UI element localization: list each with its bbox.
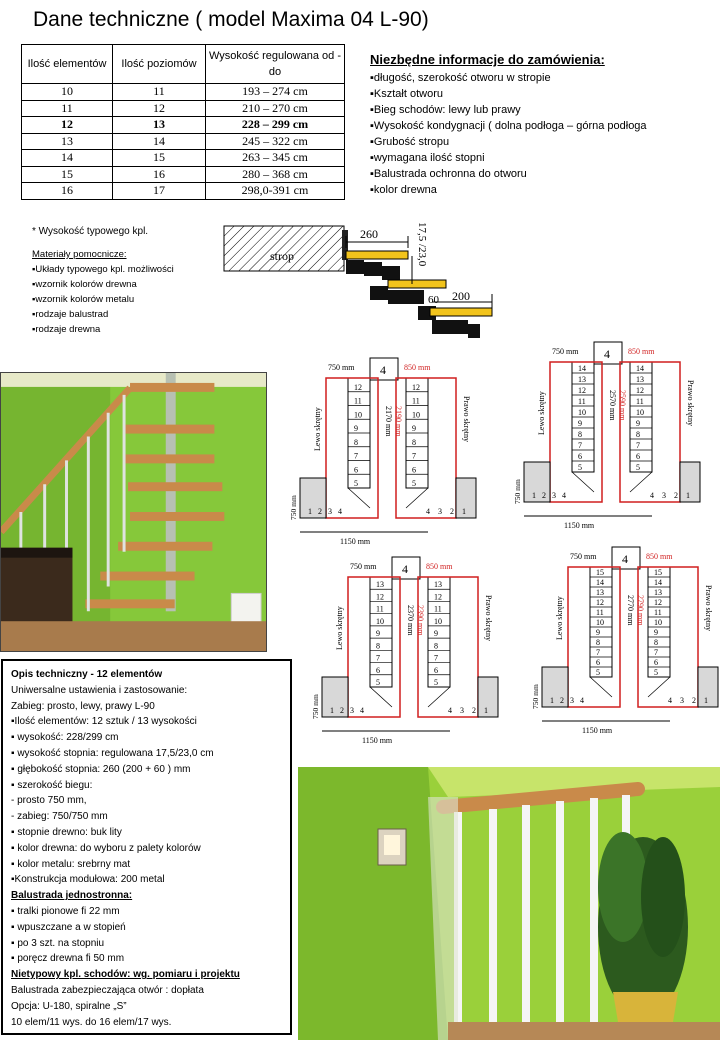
plan-height-right: 2190 mm: [394, 406, 403, 437]
description-line: ▪Ilość elementów: 12 sztuk / 13 wysokości: [11, 716, 197, 728]
plan-bottom-number: 3: [680, 696, 684, 705]
plan-step-number: 11: [434, 604, 442, 614]
plan-floor-left: [524, 462, 550, 502]
plan-bottom-number: 1: [308, 507, 312, 516]
table-cell: 16: [22, 183, 113, 200]
description-line: ▪ wysokość stopnia: regulowana 17,5/23,0 cm: [11, 747, 214, 759]
table-cell: 10: [22, 84, 113, 101]
description-line: ▪ głębokość stopnia: 260 (200 + 60 ) mm: [11, 763, 191, 775]
plan-step-number: 12: [354, 382, 362, 392]
stringer-block: [432, 320, 450, 334]
plan-height-left: 2170 mm: [384, 406, 393, 437]
description-line: ▪ wysokość: 228/299 cm: [11, 732, 119, 744]
plan-bottom-number: 4: [426, 507, 430, 516]
tread-1: [346, 251, 408, 259]
plan-step-number: 9: [596, 628, 600, 637]
table-cell: 12: [113, 100, 206, 117]
table-row: [22, 100, 345, 117]
plan-left-label: Lewo skrętny: [335, 606, 344, 650]
plan-right-label: Prawo skrętny: [484, 595, 493, 641]
plan-step-number: 5: [654, 668, 658, 677]
dim-step-depth: 260: [360, 227, 378, 241]
plan-step-number: 9: [578, 419, 582, 428]
plan-step-number: 5: [596, 668, 600, 677]
plan-step-number: 12: [412, 382, 420, 392]
plan-winder-line: [630, 472, 652, 492]
plan-left-width: 750 mm: [328, 363, 355, 372]
stringer-block: [388, 290, 406, 304]
plan-side-dim: 750 mm: [311, 694, 320, 719]
plan-bottom-number: 4: [360, 706, 364, 715]
plan-total-width: 1150 mm: [582, 726, 613, 735]
plan-bottom-number: 3: [570, 696, 574, 705]
stair-plan: [512, 340, 702, 535]
plan-left-label: Lewo skrętny: [313, 407, 322, 451]
materials: [32, 247, 174, 337]
table-row: [22, 133, 345, 150]
plan-floor-left: [322, 677, 348, 717]
plan-step-number: 10: [596, 618, 604, 627]
plan-step-number: 13: [434, 580, 442, 590]
plan-step-number: 7: [654, 648, 658, 657]
plan-floor-left: [542, 667, 568, 707]
plan-step-number: 10: [578, 408, 586, 417]
materials-title: Materiały pomocnicze:: [32, 249, 127, 260]
plan-bottom-number: 4: [338, 507, 342, 516]
plan-winder-line: [590, 677, 612, 697]
plan-step-number: 8: [654, 638, 658, 647]
plan-bottom-number: 2: [542, 491, 546, 500]
tread-3: [430, 308, 492, 316]
plan-mid-label: 4: [622, 552, 628, 566]
list-item: ▪ Kształt otworu: [370, 86, 647, 102]
plan-step-number: 12: [376, 592, 384, 602]
step-diagram: [222, 218, 507, 348]
plan-bottom-number: 1: [532, 491, 536, 500]
plan-step-number: 9: [354, 424, 358, 433]
plan-bottom-number: 4: [448, 706, 452, 715]
plan-step-number: 6: [654, 658, 658, 667]
plan-step-number: 6: [412, 465, 416, 475]
list-item: ▪ rodzaje balustrad: [32, 307, 174, 322]
plan-step-number: 10: [376, 616, 384, 626]
plan-right-width: 850 mm: [628, 347, 655, 356]
plan-total-width: 1150 mm: [564, 521, 595, 530]
plan-bottom-number: 4: [668, 696, 672, 705]
plan-left-label: Lewo skrętny: [555, 596, 564, 640]
table-cell: 14: [22, 150, 113, 167]
table-cell: 280 – 368 cm: [206, 166, 345, 183]
plan-step-number: 9: [376, 629, 380, 639]
plan-step-number: 10: [654, 618, 662, 627]
description-line: Nietypowy kpl. schodów: wg. pomiaru i projektu: [11, 969, 240, 981]
plan-step-number: 6: [434, 665, 438, 675]
plan-step-number: 11: [412, 396, 420, 406]
table-cell: 12: [22, 117, 113, 134]
plan-mid-label: 4: [380, 363, 386, 377]
plan-step-number: 7: [376, 653, 380, 663]
plan-left-width: 750 mm: [552, 347, 579, 356]
plan-bottom-number: 2: [318, 507, 322, 516]
plan-step-number: 12: [434, 592, 442, 602]
plan-right-outline: [418, 577, 478, 717]
plan-right-width: 850 mm: [426, 562, 453, 571]
plan-height-left: 2570 mm: [608, 390, 617, 421]
plan-step-number: 5: [354, 479, 358, 488]
floor: [1, 621, 266, 651]
plan-bottom-number: 3: [662, 491, 666, 500]
description-line: ▪ poręcz drewna fi 50 mm: [11, 953, 125, 965]
plan-bottom-number: 4: [562, 491, 566, 500]
stair-plan: [530, 545, 720, 740]
stringer-block: [406, 290, 424, 304]
plan-total-width: 1150 mm: [340, 537, 371, 546]
plan-right-outline: [620, 362, 680, 502]
plan-side-dim: 750 mm: [531, 684, 540, 709]
plan-step-number: 5: [376, 678, 380, 687]
description-line: ▪Konstrukcja modułowa: 200 metal: [11, 874, 165, 886]
cabinet-top: [1, 548, 72, 558]
description-lines: [11, 683, 282, 1031]
description-line: ▪ tralki pionowe fi 22 mm: [11, 905, 120, 917]
plan-step-number: 14: [596, 578, 604, 587]
list-item: ▪ Grubość stropu: [370, 134, 647, 150]
plan-step-number: 8: [376, 641, 380, 651]
plan-step-number: 10: [354, 410, 362, 420]
plan-winder-line: [406, 488, 428, 508]
plan-step-number: 8: [578, 430, 582, 439]
description-line: Zabieg: prosto, lewy, prawy L-90: [11, 700, 155, 712]
plan-mid-label: 4: [402, 562, 408, 576]
plan-right-width: 850 mm: [404, 363, 431, 372]
plan-side-dim: 750 mm: [513, 479, 522, 504]
plan-height-left: 2370 mm: [406, 605, 415, 636]
page-title: Dane techniczne ( model Maxima 04 L-90): [33, 8, 429, 31]
plant-foliage: [598, 832, 648, 942]
plan-left-width: 750 mm: [350, 562, 377, 571]
tread: [130, 383, 214, 392]
list-item: ▪ wymagana ilość stopni: [370, 150, 647, 166]
table-row: [22, 150, 345, 167]
order-info: [370, 52, 647, 198]
table-cell: 263 – 345 cm: [206, 150, 345, 167]
plan-step-number: 5: [636, 463, 640, 472]
list-item: ▪ kolor drewna: [370, 182, 647, 198]
plan-bottom-number: 2: [560, 696, 564, 705]
plan-winder-line: [348, 488, 370, 508]
table-cell: 193 – 274 cm: [206, 84, 345, 101]
plan-step-number: 6: [376, 665, 380, 675]
plan-step-number: 11: [578, 397, 586, 406]
list-item: ▪ długość, szerokość otworu w stropie: [370, 70, 647, 86]
description-line: ▪ kolor drewna: do wyboru z palety kolorów: [11, 842, 201, 854]
plan-bottom-number: 3: [460, 706, 464, 715]
tread: [128, 482, 222, 491]
plan-step-number: 9: [654, 628, 658, 637]
wall-dark: [298, 767, 448, 1040]
col-header-height: Wysokość regulowana od - do: [206, 45, 345, 84]
plan-floor-right: [478, 677, 498, 717]
col-header-elements: Ilość elementów: [22, 45, 113, 84]
stringer-block: [382, 266, 400, 280]
tread: [125, 425, 214, 434]
plan-step-number: 6: [354, 465, 358, 475]
plan-step-number: 8: [354, 437, 358, 447]
plan-step-number: 12: [636, 386, 644, 395]
table-cell: 17: [113, 183, 206, 200]
stair-plan: [310, 555, 500, 750]
plan-winder-line: [370, 687, 392, 707]
order-info-title: Niezbędne informacje do zamówienia:: [370, 52, 605, 67]
tread: [125, 454, 214, 463]
table-cell: 16: [113, 166, 206, 183]
table-cell: 298,0-391 cm: [206, 183, 345, 200]
stair-photo-1: [0, 372, 267, 652]
description-title: Opis techniczny - 12 elementów: [11, 669, 163, 680]
plan-left-width: 750 mm: [570, 552, 597, 561]
plan-step-number: 15: [654, 568, 662, 577]
plan-mid-label: 4: [604, 347, 610, 361]
plan-step-number: 7: [596, 648, 600, 657]
plan-total-width: 1150 mm: [362, 736, 393, 745]
plan-step-number: 13: [376, 580, 384, 590]
spec-table: [21, 44, 345, 200]
stair-photo-2: [298, 767, 720, 1040]
plan-bottom-number: 1: [550, 696, 554, 705]
plan-bottom-number: 3: [350, 706, 354, 715]
stringer-block: [468, 324, 480, 338]
plan-step-number: 13: [654, 588, 662, 597]
plan-step-number: 10: [434, 616, 442, 626]
plan-step-number: 8: [412, 437, 416, 447]
description-line: 10 elem/11 wys. do 16 elem/17 wys.: [11, 1016, 172, 1028]
stringer-block: [370, 286, 388, 300]
list-item: ▪ Wysokość kondygnacji ( dolna podłoga – górna podłoga: [370, 118, 647, 134]
plan-step-number: 5: [412, 479, 416, 488]
plan-step-number: 8: [636, 430, 640, 439]
plan-winder-line: [572, 472, 594, 492]
table-cell: 13: [22, 133, 113, 150]
plan-bottom-number: 1: [704, 696, 708, 705]
table-cell: 11: [113, 84, 206, 101]
plan-right-outline: [396, 378, 456, 518]
plan-step-number: 5: [434, 678, 438, 687]
plan-right-label: Prawo skrętny: [704, 585, 713, 631]
order-info-list: [370, 70, 647, 198]
table-cell: 228 – 299 cm: [206, 117, 345, 134]
plant-foliage: [641, 837, 685, 957]
plan-bottom-number: 2: [674, 491, 678, 500]
plan-step-number: 13: [578, 375, 586, 384]
wall-lamp-glow: [384, 835, 400, 855]
plan-step-number: 10: [636, 408, 644, 417]
plan-step-number: 12: [578, 386, 586, 395]
plan-right-label: Prawo skrętny: [462, 396, 471, 442]
description-line: - zabieg: 750/750 mm: [11, 811, 108, 823]
table-row: [22, 166, 345, 183]
plan-bottom-number: 4: [580, 696, 584, 705]
plan-bottom-number: 2: [450, 507, 454, 516]
dim-overlap: 60: [428, 294, 439, 306]
plan-step-number: 15: [596, 568, 604, 577]
plan-height-right: 2390 mm: [416, 605, 425, 636]
plan-step-number: 5: [578, 463, 582, 472]
plan-bottom-number: 2: [472, 706, 476, 715]
plan-step-number: 13: [636, 375, 644, 384]
list-item: ▪ Bieg schodów: lewy lub prawy: [370, 102, 647, 118]
plan-bottom-number: 3: [438, 507, 442, 516]
plan-bottom-number: 1: [330, 706, 334, 715]
plan-step-number: 12: [654, 598, 662, 607]
plan-side-dim: 750 mm: [289, 495, 298, 520]
plan-step-number: 11: [376, 604, 384, 614]
table-cell: 15: [113, 150, 206, 167]
plan-step-number: 8: [596, 638, 600, 647]
plan-step-number: 14: [578, 364, 586, 373]
plan-step-number: 10: [412, 410, 420, 420]
plan-step-number: 13: [596, 588, 604, 597]
description-line: Uniwersalne ustawienia i zastosowanie:: [11, 684, 188, 696]
list-item: ▪ wzornik kolorów metalu: [32, 292, 174, 307]
floor: [448, 1022, 720, 1040]
plan-step-number: 11: [654, 608, 662, 617]
list-item: ▪ Balustrada ochronna do otworu: [370, 166, 647, 182]
table-header-row: [22, 45, 345, 84]
plan-floor-right: [456, 478, 476, 518]
tread: [118, 542, 212, 551]
plan-step-number: 9: [636, 419, 640, 428]
plan-winder-line: [648, 677, 670, 697]
plan-step-number: 6: [596, 658, 600, 667]
materials-list: [32, 262, 174, 337]
description-line: Balustrada zabezpieczająca otwór : dopłata: [11, 984, 204, 996]
description-line: ▪ stopnie drewno: buk lity: [11, 826, 122, 838]
plan-step-number: 11: [354, 396, 362, 406]
plan-height-left: 2770 mm: [626, 595, 635, 626]
col-header-levels: Ilość poziomów: [113, 45, 206, 84]
tread-2: [388, 280, 446, 288]
tread: [130, 512, 224, 521]
plan-winder-line: [428, 687, 450, 707]
plan-step-number: 14: [636, 364, 644, 373]
plan-floor-left: [300, 478, 326, 518]
table-cell: 15: [22, 166, 113, 183]
dim-step-height: 17,5 /23,0: [416, 222, 428, 267]
plan-right-label: Prawo skrętny: [686, 380, 695, 426]
table-cell: 11: [22, 100, 113, 117]
stair-plan: [288, 356, 478, 551]
plan-step-number: 14: [654, 578, 662, 587]
plan-bottom-number: 1: [686, 491, 690, 500]
list-item: ▪ rodzaje drewna: [32, 322, 174, 337]
plan-floor-right: [698, 667, 718, 707]
tread: [100, 572, 194, 581]
plan-bottom-number: 3: [328, 507, 332, 516]
list-item: ▪ wzornik kolorów drewna: [32, 277, 174, 292]
plan-step-number: 11: [636, 397, 644, 406]
plan-right-width: 850 mm: [646, 552, 673, 561]
description-line: - prosto 750 mm,: [11, 795, 87, 807]
strop-label: strop: [270, 249, 294, 263]
plan-bottom-number: 1: [462, 507, 466, 516]
plan-bottom-number: 3: [552, 491, 556, 500]
table-row: [22, 117, 345, 134]
table-cell: 13: [113, 117, 206, 134]
plan-bottom-number: 2: [692, 696, 696, 705]
footnote: * Wysokość typowego kpl.: [32, 226, 149, 237]
plan-height-right: 2590 mm: [618, 390, 627, 421]
description-line: ▪ kolor metalu: srebrny mat: [11, 858, 131, 870]
plan-height-right: 2790 mm: [636, 595, 645, 626]
plan-step-number: 11: [596, 608, 604, 617]
table-row: [22, 84, 345, 101]
tread: [85, 599, 174, 608]
description-line: ▪ szerokość biegu:: [11, 779, 93, 791]
plan-step-number: 7: [578, 441, 582, 450]
plan-step-number: 8: [434, 641, 438, 651]
stringer-block: [450, 320, 468, 334]
description-line: Balustrada jednostronna:: [11, 890, 133, 902]
list-item: ▪ Układy typowego kpl. możliwości: [32, 262, 174, 277]
description-line: ▪ wpuszczane a w stopień: [11, 921, 126, 933]
plan-step-number: 7: [354, 451, 358, 461]
plan-floor-right: [680, 462, 700, 502]
plan-step-number: 6: [578, 452, 582, 461]
plan-bottom-number: 2: [340, 706, 344, 715]
plan-step-number: 7: [636, 441, 640, 450]
plan-bottom-number: 4: [650, 491, 654, 500]
table-cell: 210 – 270 cm: [206, 100, 345, 117]
plan-bottom-number: 1: [484, 706, 488, 715]
stringer-block: [346, 260, 364, 274]
description-box: [1, 659, 292, 1035]
plan-step-number: 12: [596, 598, 604, 607]
description-line: Opcja: U-180, spiralne „S”: [11, 1000, 127, 1012]
dim-step-width: 200: [452, 289, 470, 303]
stringer-block: [364, 262, 382, 276]
table-cell: 14: [113, 133, 206, 150]
plan-step-number: 7: [412, 451, 416, 461]
plan-step-number: 7: [434, 653, 438, 663]
plan-step-number: 9: [412, 424, 416, 433]
plan-step-number: 6: [636, 452, 640, 461]
plan-step-number: 9: [434, 629, 438, 639]
table-row: [22, 183, 345, 200]
table-cell: 245 – 322 cm: [206, 133, 345, 150]
plan-left-label: Lewo skrętny: [537, 391, 546, 435]
description-line: ▪ po 3 szt. na stopniu: [11, 937, 105, 949]
